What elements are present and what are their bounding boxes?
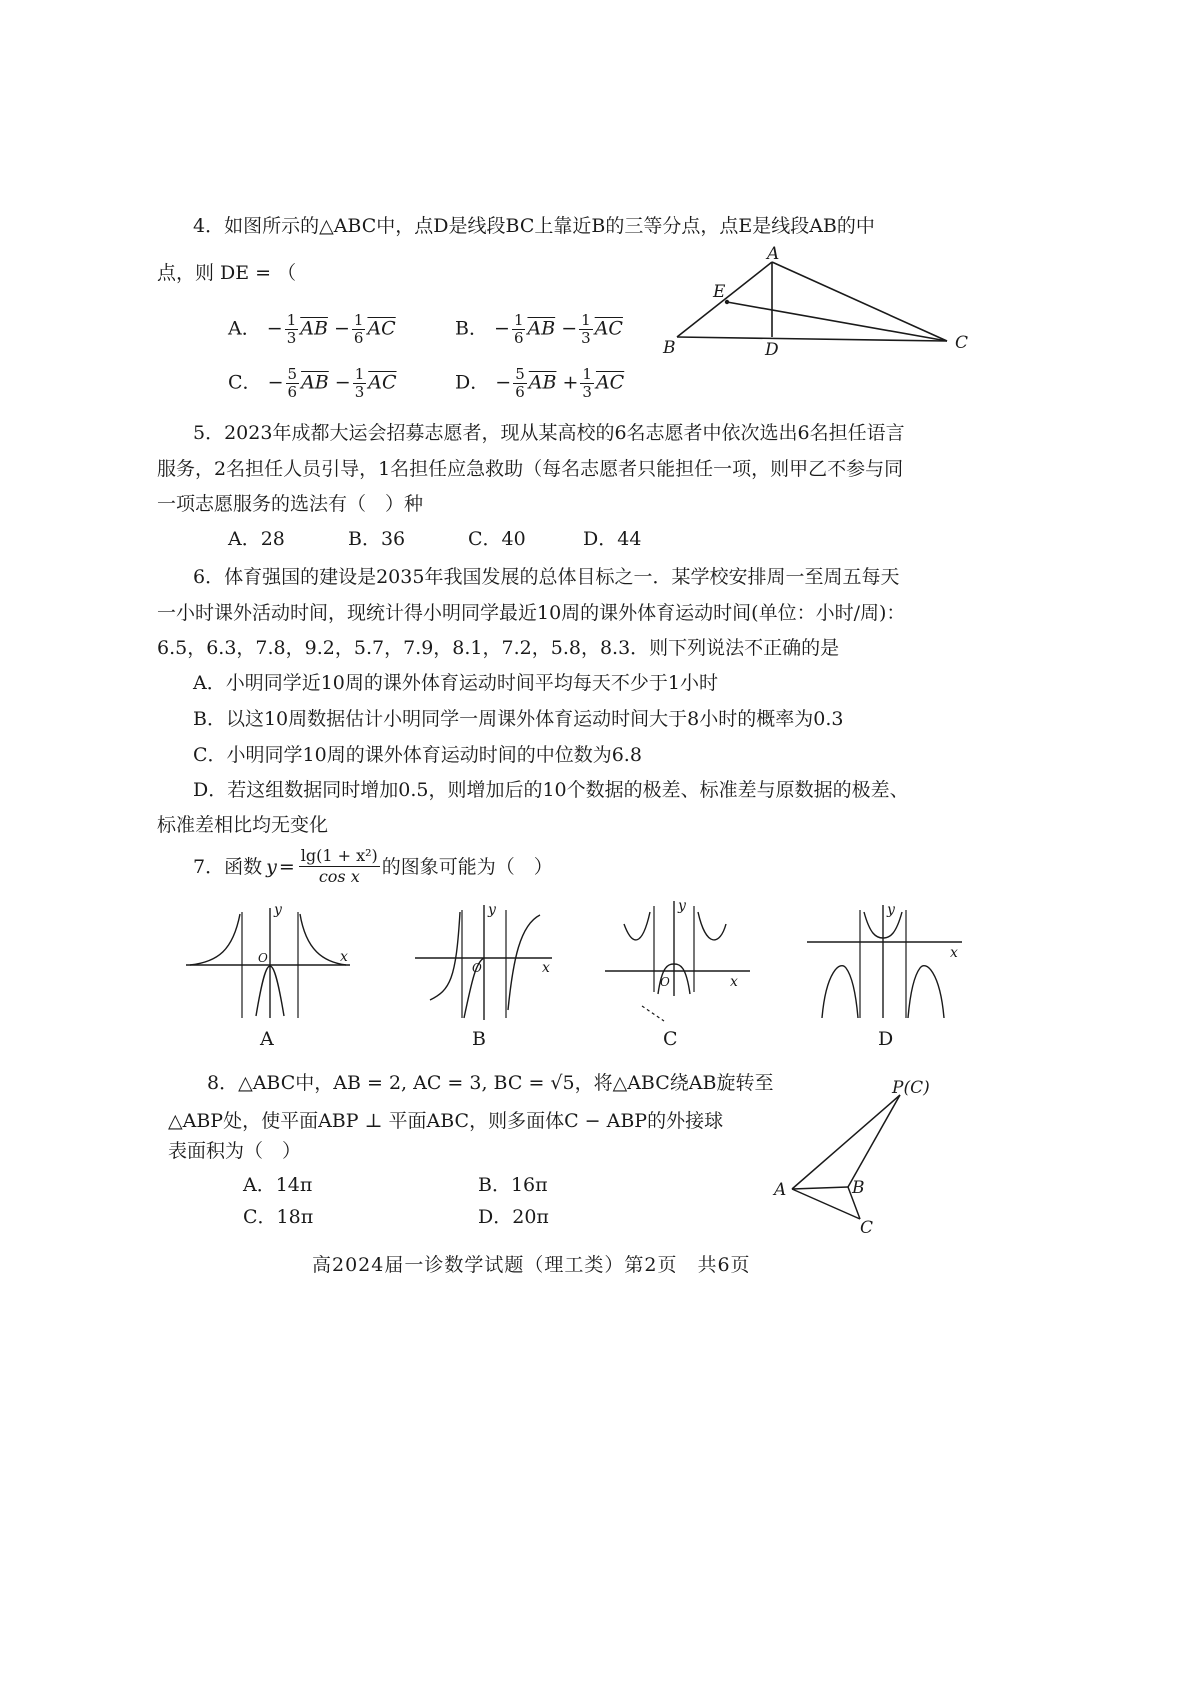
segment-ac [772, 262, 947, 341]
q4-option-d [455, 366, 624, 401]
label-b: B [663, 338, 676, 358]
sign: + [562, 371, 579, 394]
fraction: $\frac{1}{3}$ [354, 365, 365, 401]
q6-option-c: C．小明同学10周的课外体育运动时间的中位数为6.8 [193, 744, 642, 766]
q5-line1: 5．2023年成都大运会招募志愿者，现从某高校的6名志愿者中依次选出6名担任语言 [193, 422, 905, 444]
axis-x-label: x [950, 945, 958, 961]
q4-option-a-label: A． [228, 317, 261, 340]
origin-label: O [660, 975, 670, 989]
label-d: D [765, 340, 779, 360]
q7-graph-d-label: D [878, 1028, 894, 1050]
segment-ec [727, 302, 947, 341]
q5-option-c: C．40 [468, 528, 526, 550]
q7-graph-d [804, 900, 966, 1025]
sign: − [333, 317, 350, 340]
q7-denominator: cos x [318, 867, 360, 886]
q5-line2: 服务，2名担任人员引导，1名担任应急救助（每名志愿者只能担任一项，则甲乙不参与同 [157, 458, 904, 480]
q7-graph-a [178, 900, 358, 1025]
vector: $\overline{AC}$ [367, 317, 396, 340]
segment-bc [677, 337, 947, 341]
origin-label: O [472, 961, 482, 975]
q7-graph-b [410, 900, 560, 1025]
q7-prefix: 7．函数 [193, 855, 263, 878]
q8-option-d: D．20π [478, 1206, 549, 1228]
label-p: P(C) [892, 1078, 930, 1098]
axis-y-label: y [488, 902, 496, 918]
q4-line1: 4．如图所示的△ABC中，点D是线段BC上靠近B的三等分点，点E是线段AB的中 [193, 215, 875, 237]
q7-equals: = [278, 855, 295, 878]
axis-y-label: y [678, 898, 686, 914]
label-a: A [767, 245, 780, 264]
sign: − [266, 317, 283, 340]
sign: − [561, 317, 578, 340]
vector: $\overline{AB}$ [528, 371, 557, 394]
q7-graph-b-label: B [472, 1028, 486, 1050]
q8-option-a: A．14π [243, 1174, 313, 1196]
segment-ab [792, 1187, 848, 1189]
axis-y-label: y [274, 902, 282, 918]
label-b: B [852, 1178, 865, 1198]
q7-y-symbol: y [266, 855, 277, 878]
q7-suffix: 的图象可能为（ ） [381, 855, 553, 878]
q5-option-d: D．44 [583, 528, 642, 550]
q7-graph-a-label: A [260, 1028, 274, 1050]
point-e-dot [725, 300, 729, 304]
sign: − [495, 371, 512, 394]
q4-option-c [228, 366, 397, 401]
segment-bp [848, 1095, 900, 1187]
q4-option-d-label: D． [455, 371, 490, 394]
q5-option-a: A．28 [228, 528, 285, 550]
q4-option-a [228, 312, 396, 347]
q8-line1: 8．△ABC中，AB = 2, AC = 3, BC = √5，将△ABC绕AB旋转至 [207, 1072, 774, 1094]
q4-line2 [157, 260, 296, 286]
fraction: $\frac{5}{6}$ [287, 365, 298, 401]
fraction: $\frac{1}{3}$ [581, 311, 591, 347]
q5-line3: 一项志愿服务的选法有（ ）种 [157, 493, 424, 515]
fraction: $\frac{1}{6}$ [513, 311, 524, 347]
q7-numerator: lg(1 + x²) [300, 846, 378, 865]
q8-line2: △ABP处，使平面ABP ⊥ 平面ABC，则多面体C − ABP的外接球 [168, 1110, 724, 1132]
vector: $\overline{AC}$ [595, 371, 625, 394]
q4-option-b [455, 312, 623, 347]
axis-x-label: x [730, 974, 738, 990]
sign: − [494, 317, 510, 340]
label-e: E [713, 282, 726, 302]
fraction: $\frac{1}{3}$ [582, 365, 592, 401]
q7-stem [193, 846, 553, 887]
q6-option-b: B．以这10周数据估计小明同学一周课外体育运动时间大于8小时的概率为0.3 [193, 708, 844, 730]
q8-option-c: C．18π [243, 1206, 314, 1228]
q6-line1: 6．体育强国的建设是2035年我国发展的总体目标之一．某学校安排周一至周五每天 [193, 566, 900, 588]
label-c: C [860, 1218, 874, 1238]
origin-label: O [258, 951, 268, 965]
q6-option-d-line1: D．若这组数据同时增加0.5，则增加后的10个数据的极差、标准差与原数据的极差、 [193, 779, 909, 801]
segment-ap [792, 1095, 900, 1189]
axis-x-label: x [340, 949, 348, 965]
q4-triangle-figure [655, 245, 985, 360]
q6-line2: 一小时课外活动时间，现统计得小明同学最近10周的课外体育运动时间(单位：小时/周)： [157, 602, 906, 624]
q6-option-d-line2: 标准差相比均无变化 [157, 814, 329, 836]
vector: $\overline{AB}$ [300, 317, 328, 340]
q8-line3: 表面积为（ ） [168, 1140, 302, 1162]
q6-line3: 6.5，6.3，7.8，9.2，5.7，7.9，8.1，7.2，5.8，8.3．则下列说法不正确的是 [157, 637, 840, 659]
fraction: $\frac{5}{6}$ [515, 365, 525, 401]
q4-option-c-label: C． [228, 371, 262, 394]
axis-y-label: y [887, 902, 895, 918]
label-a: A [774, 1180, 787, 1200]
q5-option-b: B．36 [348, 528, 406, 550]
vector: $\overline{AB}$ [527, 317, 556, 340]
q7-fraction [299, 846, 380, 887]
q4-option-b-label: B． [455, 317, 488, 340]
q6-option-a: A．小明同学近10周的课外体育运动时间平均每天不少于1小时 [193, 672, 718, 694]
fraction: $\frac{1}{3}$ [286, 311, 297, 347]
sign: − [334, 371, 351, 394]
page-footer: 高2024届一诊数学试题（理工类）第2页 共6页 [312, 1254, 751, 1276]
label-c: C [955, 333, 969, 353]
q4-line2-text: 点，则 DE = （ [157, 262, 297, 284]
axis-x-label: x [542, 960, 550, 976]
fraction: $\frac{1}{6}$ [353, 311, 364, 347]
q7-graph-c-label: C [663, 1028, 678, 1050]
q7-graph-c [602, 896, 757, 1026]
vector: $\overline{AC}$ [594, 317, 623, 340]
q8-option-b: B．16π [478, 1174, 548, 1196]
vector: $\overline{AB}$ [301, 371, 329, 394]
vector: $\overline{AC}$ [368, 371, 397, 394]
sign: − [267, 371, 284, 394]
q8-figure [770, 1075, 950, 1240]
